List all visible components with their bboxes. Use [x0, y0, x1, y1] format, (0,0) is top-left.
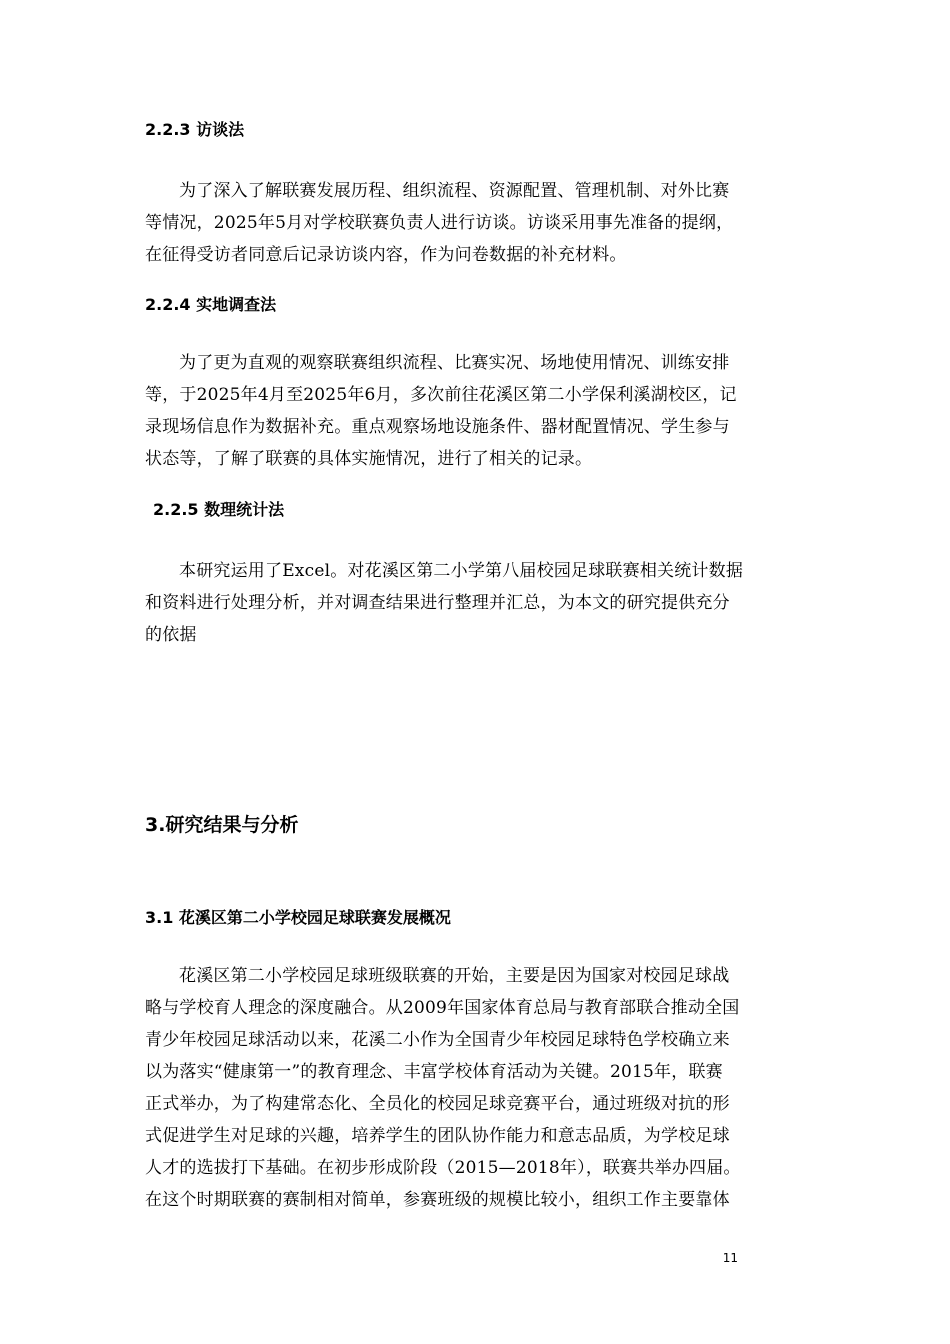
paragraph-line: 状态等，了解了联赛的具体实施情况，进行了相关的记录。 — [145, 449, 593, 469]
heading-3-1: 3.1 花溪区第二小学校园足球联赛发展概况 — [145, 908, 451, 927]
paragraph-line: 以为落实“健康第一”的教育理念、丰富学校体育活动为关键。2015年，联赛 — [145, 1062, 723, 1082]
paragraph-line: 在征得受访者同意后记录访谈内容，作为问卷数据的补充材料。 — [145, 245, 627, 265]
paragraph-line: 等情况，2025年5月对学校联赛负责人进行访谈。访谈采用事先准备的提纲， — [145, 213, 734, 233]
heading-2-2-3: 2.2.3 访谈法 — [145, 120, 245, 139]
paragraph-line: 和资料进行处理分析，并对调查结果进行整理并汇总，为本文的研究提供充分 — [145, 593, 730, 613]
paragraph-league-overview — [145, 960, 807, 1216]
paragraph-field-survey-method — [145, 347, 807, 475]
paragraph-line: 的依据 — [145, 625, 197, 645]
paragraph-line: 本研究运用了Excel。对花溪区第二小学第八届校园足球联赛相关统计数据 — [179, 561, 744, 581]
page-number: 11 — [722, 1251, 738, 1265]
paragraph-line: 式促进学生对足球的兴趣，培养学生的团队协作能力和意志品质，为学校足球 — [145, 1126, 730, 1146]
paragraph-line: 花溪区第二小学校园足球班级联赛的开始，主要是因为国家对校园足球战 — [179, 966, 730, 986]
paragraph-line: 录现场信息作为数据补充。重点观察场地设施条件、器材配置情况、学生参与 — [145, 417, 730, 437]
heading-2-2-5: 2.2.5 数理统计法 — [153, 500, 285, 519]
heading-2-2-4: 2.2.4 实地调查法 — [145, 295, 277, 314]
paragraph-line: 为了深入了解联赛发展历程、组织流程、资源配置、管理机制、对外比赛 — [179, 181, 730, 201]
paragraph-statistics-method — [145, 555, 807, 651]
paragraph-line: 人才的选拔打下基础。在初步形成阶段（2015—2018年），联赛共举办四届。 — [145, 1158, 741, 1178]
paragraph-line: 正式举办，为了构建常态化、全员化的校园足球竞赛平台，通过班级对抗的形 — [145, 1094, 730, 1114]
paragraph-line: 在这个时期联赛的赛制相对简单，参赛班级的规模比较小，组织工作主要靠体 — [145, 1190, 730, 1210]
paragraph-interview-method — [145, 175, 807, 271]
paragraph-line: 略与学校育人理念的深度融合。从2009年国家体育总局与教育部联合推动全国 — [145, 998, 740, 1018]
paragraph-line: 青少年校园足球活动以来，花溪二小作为全国青少年校园足球特色学校确立来 — [145, 1030, 730, 1050]
paragraph-line: 等，于2025年4月至2025年6月，多次前往花溪区第二小学保利溪湖校区，记 — [145, 385, 737, 405]
paragraph-line: 为了更为直观的观察联赛组织流程、比赛实况、场地使用情况、训练安排 — [179, 353, 730, 373]
heading-3: 3.研究结果与分析 — [145, 814, 299, 836]
